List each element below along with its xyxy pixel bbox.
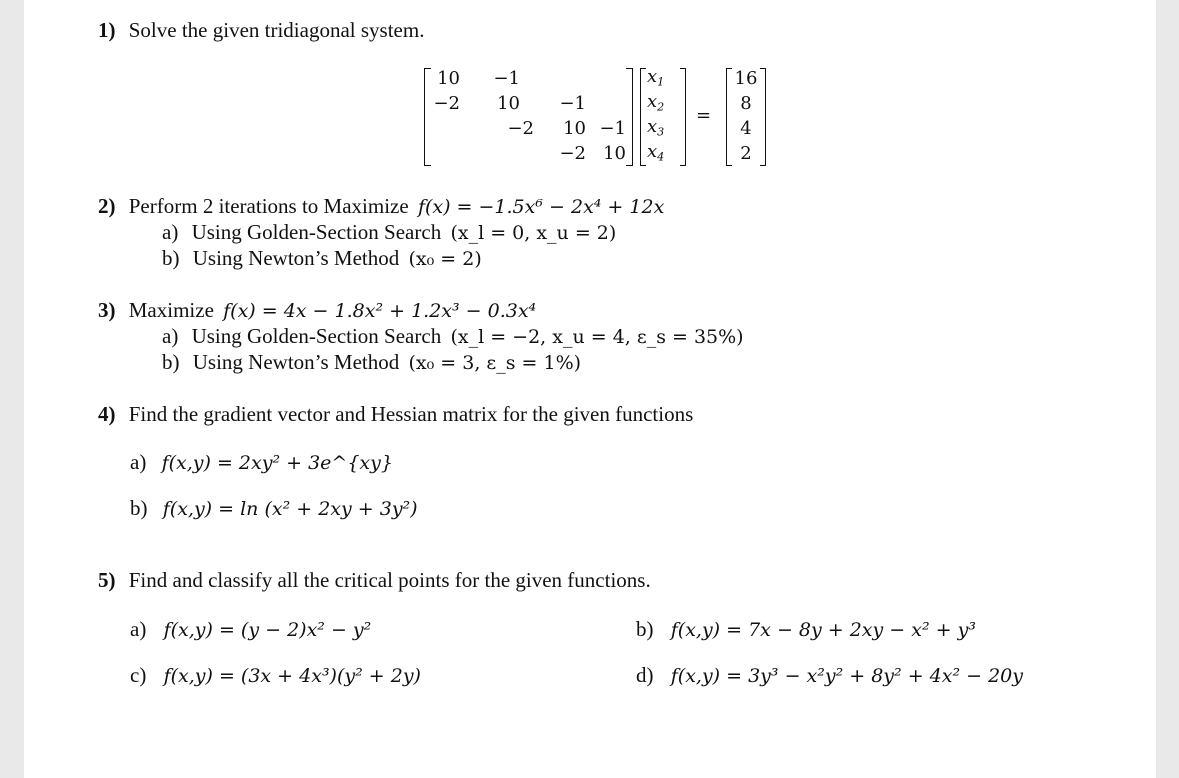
question-5c (130, 663, 421, 688)
question-2 (98, 194, 664, 219)
question-4a-function: f(x,y) = 2xy² + 3e^{xy} (161, 452, 393, 474)
question-5d (636, 663, 1023, 688)
matrix-cell: 10 (497, 93, 520, 114)
question-5b (636, 617, 976, 642)
question-2a (162, 220, 616, 245)
unknown-x3: $x_3$ (647, 116, 665, 139)
question-2b-text: Using Newton’s Method (192, 246, 400, 270)
question-5-text: Find and classify all the critical points for the given functions. (128, 568, 651, 592)
question-3a-text: Using Golden-Section Search (191, 324, 442, 348)
question-3b (162, 350, 581, 375)
question-2b-label: b) (162, 246, 180, 270)
question-5b-label: b) (636, 617, 654, 641)
question-2a-label: a) (162, 220, 179, 244)
question-1-text: Solve the given tridiagonal system. (128, 18, 425, 42)
rhs-value: 2 (740, 143, 752, 164)
question-5c-function: f(x,y) = (3x + 4x³)(y² + 2y) (163, 665, 421, 687)
question-3a (162, 324, 744, 349)
matrix-cell: −1 (599, 118, 626, 139)
question-5a-function: f(x,y) = (y − 2)x² − y² (163, 619, 372, 641)
unknown-x1: $x_1$ (647, 66, 665, 89)
matrix-cell: 10 (603, 143, 626, 164)
question-2b (162, 246, 482, 271)
question-3-number: 3) (98, 298, 116, 322)
matrix-cell: −1 (493, 68, 520, 89)
rhs-value: 4 (740, 118, 752, 139)
question-1 (98, 18, 424, 43)
question-5 (98, 568, 651, 593)
question-3b-text: Using Newton’s Method (192, 350, 400, 374)
rhs-value: 16 (734, 68, 758, 89)
question-5-number: 5) (98, 568, 116, 592)
matrix-right-bracket (626, 68, 633, 166)
question-4-number: 4) (98, 402, 116, 426)
unknown-x4: $x_4$ (647, 141, 665, 164)
question-4a-label: a) (130, 450, 147, 474)
question-2-text: Perform 2 iterations to Maximize (128, 194, 409, 218)
matrix-cell: −1 (559, 93, 586, 114)
question-4b-label: b) (130, 496, 148, 520)
question-2-function: f(x) = −1.5x⁶ − 2x⁴ + 12x (417, 196, 665, 218)
question-2b-condition: (x₀ = 2) (408, 248, 482, 270)
question-1-number: 1) (98, 18, 116, 42)
matrix-cell: 10 (563, 118, 586, 139)
question-2a-condition: (x_l = 0, x_u = 2) (450, 222, 617, 244)
tridiagonal-system (424, 66, 784, 170)
question-3-text: Maximize (128, 298, 214, 322)
question-4-text: Find the gradient vector and Hessian matrix for the given functions (128, 402, 694, 426)
matrix-cell: −2 (507, 118, 534, 139)
rhs-value: 8 (740, 93, 752, 114)
question-3 (98, 298, 536, 323)
question-4a (130, 450, 393, 475)
question-5a-label: a) (130, 617, 147, 641)
question-5a (130, 617, 371, 642)
equals-sign: = (696, 105, 712, 126)
question-3b-condition: (x₀ = 3, ε_s = 1%) (408, 352, 582, 374)
question-5c-label: c) (130, 663, 147, 687)
question-4b (130, 496, 418, 521)
question-5d-label: d) (636, 663, 654, 687)
matrix-cell: −2 (433, 93, 460, 114)
question-3a-label: a) (162, 324, 179, 348)
question-3-function: f(x) = 4x − 1.8x² + 1.2x³ − 0.3x⁴ (223, 300, 537, 322)
question-2-number: 2) (98, 194, 116, 218)
unknown-x2: $x_2$ (647, 91, 665, 114)
question-2a-text: Using Golden-Section Search (191, 220, 442, 244)
unknowns-right-bracket (680, 68, 686, 166)
question-4 (98, 402, 693, 427)
question-3b-label: b) (162, 350, 180, 374)
question-4b-function: f(x,y) = ln (x² + 2xy + 3y²) (162, 498, 418, 520)
question-5b-function: f(x,y) = 7x − 8y + 2xy − x² + y³ (670, 619, 976, 641)
unknowns-left-bracket (640, 68, 646, 166)
question-5d-function: f(x,y) = 3y³ − x²y² + 8y² + 4x² − 20y (670, 665, 1023, 687)
question-3a-condition: (x_l = −2, x_u = 4, ε_s = 35%) (450, 326, 744, 348)
document-page (24, 0, 1156, 778)
matrix-cell: −2 (559, 143, 586, 164)
matrix-cell: 10 (437, 68, 460, 89)
